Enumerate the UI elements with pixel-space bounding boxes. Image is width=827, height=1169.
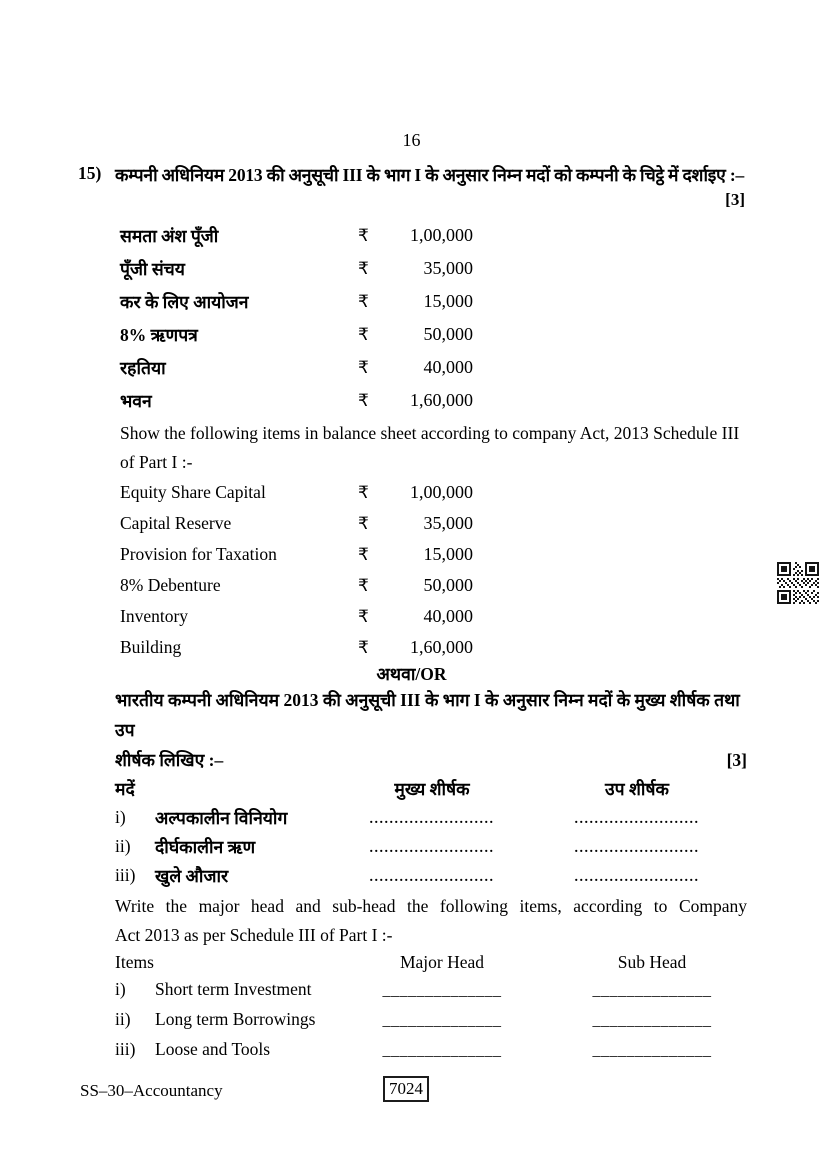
item-label: Capital Reserve <box>120 513 232 533</box>
column-header-items: Items <box>115 951 154 972</box>
question-15-heading <box>78 163 745 187</box>
table-header-row <box>115 950 745 974</box>
item-amount: 40,000 <box>423 606 473 626</box>
or-divider: अथवा/OR <box>376 664 447 684</box>
underscore-line: ______________ <box>382 1041 502 1059</box>
footer-paper-code-box: 7024 <box>383 1076 429 1102</box>
qr-code-icon <box>777 562 819 604</box>
item-amount: 1,00,000 <box>410 482 473 502</box>
answer-blank-major-head <box>362 836 502 857</box>
list-item <box>120 477 745 508</box>
rupee-icon: ₹ <box>358 544 369 564</box>
underscore-line: ______________ <box>592 1041 712 1059</box>
item-label: भवन <box>120 390 152 411</box>
page-number: 16 <box>402 130 421 150</box>
row-label: Loose and Tools <box>155 1038 271 1059</box>
item-amount: 15,000 <box>423 544 473 564</box>
item-label: Equity Share Capital <box>120 482 266 502</box>
rupee-icon: ₹ <box>358 291 369 311</box>
item-amount: 15,000 <box>423 291 473 311</box>
list-item <box>120 539 745 570</box>
answer-blank-major-head <box>362 807 502 828</box>
row-label: खुले औजार <box>155 865 229 886</box>
answer-blank-major-head <box>362 979 522 1000</box>
or-question-text-english <box>115 892 747 950</box>
paragraph-line: of Part I :- <box>120 452 193 472</box>
item-label: पूँजी संचय <box>120 258 185 279</box>
column-header-items: मदें <box>115 779 135 799</box>
answer-blank-sub-head <box>572 1039 732 1060</box>
paragraph-line-with-marks <box>115 745 747 775</box>
table-row <box>115 803 745 832</box>
row-number: iii) <box>115 1038 136 1059</box>
list-item <box>120 508 745 539</box>
paragraph-line: Show the following items in balance sheet according to company Act, 2013 Schedule III <box>120 423 740 443</box>
dotted-line: ......................... <box>369 812 495 827</box>
table-row <box>115 1034 745 1064</box>
row-label: Short term Investment <box>155 978 312 999</box>
item-amount: 50,000 <box>423 324 473 344</box>
dotted-line: ......................... <box>574 812 700 827</box>
or-question-text-hindi <box>115 685 747 775</box>
list-item <box>120 252 745 285</box>
rupee-icon: ₹ <box>358 258 369 278</box>
answer-blank-sub-head <box>567 865 707 886</box>
row-number: ii) <box>115 1008 131 1029</box>
column-header-major-head: Major Head <box>399 951 485 972</box>
item-amount: 40,000 <box>423 357 473 377</box>
question-number: 15) <box>78 163 102 183</box>
list-item <box>120 318 745 351</box>
row-number: ii) <box>115 836 131 856</box>
underscore-line: ______________ <box>592 981 712 999</box>
item-amount: 1,60,000 <box>410 390 473 410</box>
rupee-icon: ₹ <box>358 575 369 595</box>
underscore-line: ______________ <box>382 981 502 999</box>
item-label: रहतिया <box>120 357 166 378</box>
rupee-icon: ₹ <box>358 513 369 533</box>
question-text-hindi: कम्पनी अधिनियम 2013 की अनुसूची III के भाग I के अनुसार निम्न मदों को कम्पनी के चिट्ठे में दर्शाइए :– <box>115 165 745 185</box>
list-item <box>120 219 745 252</box>
question-text-english <box>120 419 747 477</box>
row-label: Long term Borrowings <box>155 1008 316 1029</box>
column-header-sub-head: उप शीर्षक <box>605 779 669 799</box>
items-list-english <box>120 477 745 663</box>
answer-blank-major-head <box>362 1009 522 1030</box>
answer-table-english <box>115 950 745 1064</box>
paragraph-line: Write the major head and sub-head the following items, according to Company <box>115 896 747 916</box>
item-amount: 35,000 <box>423 258 473 278</box>
answer-blank-sub-head <box>567 836 707 857</box>
answer-blank-sub-head <box>567 807 707 828</box>
column-header-major-head: मुख्य शीर्षक <box>394 779 470 799</box>
item-label: समता अंश पूँजी <box>120 225 219 246</box>
answer-blank-sub-head <box>572 1009 732 1030</box>
dotted-line: ......................... <box>574 870 700 885</box>
list-item <box>120 351 745 384</box>
answer-blank-sub-head <box>572 979 732 1000</box>
item-label: Provision for Taxation <box>120 544 277 564</box>
table-row <box>115 861 745 890</box>
underscore-line: ______________ <box>382 1011 502 1029</box>
item-label: 8% ऋणपत्र <box>120 324 198 345</box>
table-header-row <box>115 775 745 803</box>
item-label: 8% Debenture <box>120 575 221 595</box>
items-list-hindi <box>120 219 745 417</box>
dotted-line: ......................... <box>574 841 700 856</box>
item-label: Building <box>120 637 182 657</box>
rupee-icon: ₹ <box>358 324 369 344</box>
item-label: कर के लिए आयोजन <box>120 291 249 312</box>
list-item <box>120 632 745 663</box>
row-number: iii) <box>115 865 136 885</box>
row-number: i) <box>115 978 126 999</box>
answer-blank-major-head <box>362 1039 522 1060</box>
rupee-icon: ₹ <box>358 606 369 626</box>
answer-blank-major-head <box>362 865 502 886</box>
rupee-icon: ₹ <box>358 357 369 377</box>
item-amount: 1,60,000 <box>410 637 473 657</box>
paragraph-line: Act 2013 as per Schedule III of Part I :- <box>115 925 393 945</box>
list-item <box>120 285 745 318</box>
row-number: i) <box>115 807 126 827</box>
list-item <box>120 384 745 417</box>
footer-subject-code: SS–30–Accountancy <box>80 1081 223 1100</box>
item-amount: 1,00,000 <box>410 225 473 245</box>
row-label: अल्पकालीन विनियोग <box>155 807 288 828</box>
dotted-line: ......................... <box>369 870 495 885</box>
rupee-icon: ₹ <box>358 482 369 502</box>
rupee-icon: ₹ <box>358 225 369 245</box>
dotted-line: ......................... <box>369 841 495 856</box>
table-row <box>115 974 745 1004</box>
table-row <box>115 1004 745 1034</box>
row-label: दीर्घकालीन ऋण <box>155 836 256 857</box>
answer-table-hindi <box>115 775 745 890</box>
item-amount: 50,000 <box>423 575 473 595</box>
rupee-icon: ₹ <box>358 390 369 410</box>
list-item <box>120 601 745 632</box>
marks-badge: [3] <box>725 190 745 209</box>
column-header-sub-head: Sub Head <box>617 951 687 972</box>
underscore-line: ______________ <box>592 1011 712 1029</box>
item-amount: 35,000 <box>423 513 473 533</box>
paragraph-line: शीर्षक लिखिए :– <box>115 750 224 770</box>
list-item <box>120 570 745 601</box>
rupee-icon: ₹ <box>358 637 369 657</box>
table-row <box>115 832 745 861</box>
item-label: Inventory <box>120 606 189 626</box>
marks-badge: [3] <box>726 750 747 770</box>
paragraph-line: भारतीय कम्पनी अधिनियम 2013 की अनुसूची III के भाग I के अनुसार निम्न मदों के मुख्य शीर्षक तथा उप <box>115 690 740 740</box>
